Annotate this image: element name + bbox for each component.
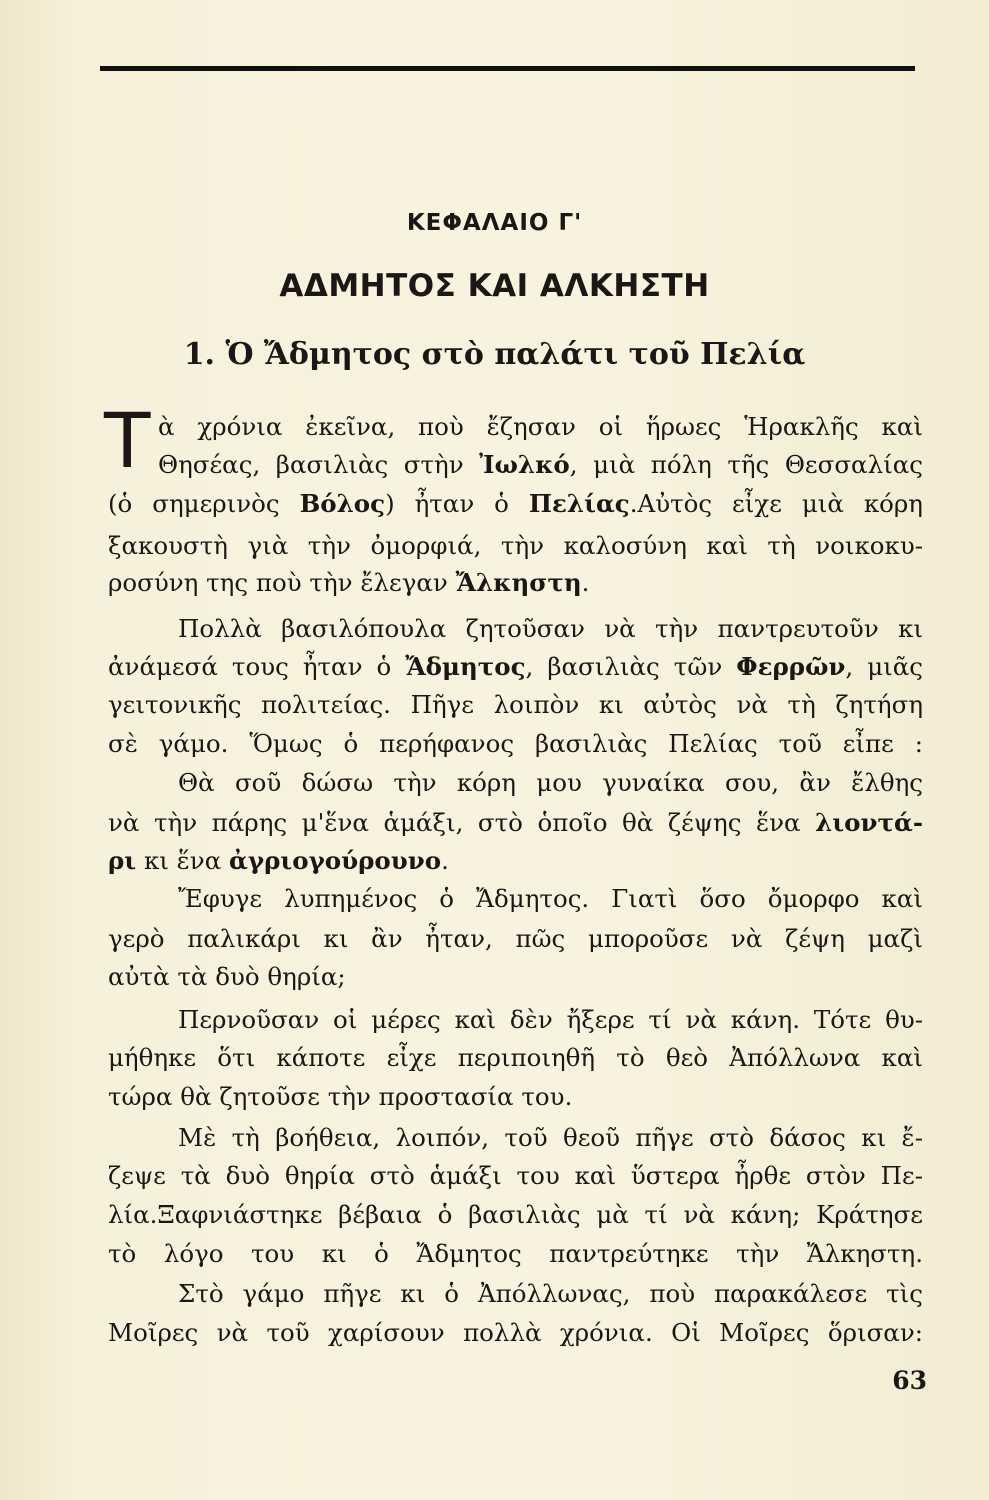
text-line: ἀνάμεσά τους ἦταν ὁ Ἄδμητος, βασιλιὰς τῶν Φερρῶν, μιᾶς — [108, 652, 924, 681]
text-line: Θησέας, βασιλιὰς στὴν Ἰωλκό, μιὰ πόλη τῆς Θεσσαλίας — [158, 450, 923, 479]
text-line: ξακουστὴ γιὰ τὴν ὀμορφιά, τὴν καλοσύνη καὶ τὴ νοικοκυ- — [108, 531, 923, 560]
text-line: νὰ τὴν πάρης μ'ἕνα ἁμάξι, στὸ ὁποῖο θὰ ζέψης ἕνα λιοντά- — [108, 808, 924, 837]
text-line: λία.Ξαφνιάστηκε βέβαια ὁ βασιλιὰς μὰ τί νὰ κάνη; Κράτησε — [108, 1200, 923, 1229]
text-line: γερὸ παλικάρι κι ἂν ἦταν, πῶς μποροῦσε νὰ ζέψη μαζὶ — [108, 924, 923, 953]
chapter-label: ΚΕΦΑΛΑΙΟ Γ' — [406, 210, 583, 236]
chapter-title: ΑΔΜΗΤΟΣ ΚΑΙ ΑΛΚΗΣΤΗ — [279, 268, 710, 304]
section-heading: 1. Ὁ Ἄδμητος στὸ παλάτι τοῦ Πελία — [183, 337, 806, 372]
text-line: Στὸ γάμο πῆγε κι ὁ Ἀπόλλωνας, ποὺ παρακάλεσε τὶς — [178, 1279, 923, 1308]
text-line: ροσύνη της ποὺ τὴν ἔλεγαν Ἄλκηστη. — [108, 568, 590, 597]
page-number: 63 — [892, 1366, 927, 1395]
drop-cap: Τ — [104, 396, 151, 485]
text-line: Περνοῦσαν οἱ μέρες καὶ δὲν ἤξερε τί νὰ κάνη. Τότε θυ- — [178, 1005, 923, 1034]
text-line: Θὰ σοῦ δώσω τὴν κόρη μου γυναίκα σου, ἂν ἔλθης — [178, 768, 923, 797]
text-line: ρι κι ἕνα ἀγριογούρουνο. — [108, 846, 449, 875]
text-line: ζεψε τὰ δυὸ θηρία στὸ ἁμάξι του καὶ ὕστερα ἦρθε στὸν Πε- — [108, 1161, 923, 1190]
top-rule — [100, 66, 915, 71]
text-line: γειτονικῆς πολιτείας. Πῆγε λοιπὸν κι αὐτὸς νὰ τὴ ζητήση — [108, 690, 923, 719]
text-line: Μὲ τὴ βοήθεια, λοιπόν, τοῦ θεοῦ πῆγε στὸ δάσος κι ἔ- — [178, 1123, 923, 1152]
text-line: τώρα θὰ ζητοῦσε τὴν προστασία του. — [108, 1082, 573, 1111]
text-line: σὲ γάμο. Ὅμως ὁ περήφανος βασιλιὰς Πελίας τοῦ εἶπε : — [108, 729, 923, 758]
text-line: μήθηκε ὅτι κάποτε εἶχε περιποιηθῆ τὸ θεὸ Ἀπόλλωνα καὶ — [108, 1043, 923, 1072]
text-line: ὰ χρόνια ἐκεῖνα, ποὺ ἔζησαν οἱ ἥρωες Ἡρακλῆς καὶ — [158, 412, 923, 441]
text-line: Πολλὰ βασιλόπουλα ζητοῦσαν νὰ τὴν παντρευτοῦν κι — [178, 614, 923, 643]
text-line: (ὁ σημερινὸς Βόλος) ἦταν ὁ Πελίας.Αὐτὸς εἶχε μιὰ κόρη — [108, 489, 923, 518]
text-line: Ἔφυγε λυπημένος ὁ Ἄδμητος. Γιατὶ ὅσο ὄμορφο καὶ — [178, 884, 923, 913]
text-line: Μοῖρες νὰ τοῦ χαρίσουν πολλὰ χρόνια. Οἱ Μοῖρες ὅρισαν: — [108, 1318, 923, 1347]
text-line: τὸ λόγο του κι ὁ Ἄδμητος παντρεύτηκε τὴν Ἄλκηστη. — [108, 1239, 923, 1268]
text-line: αὐτὰ τὰ δυὸ θηρία; — [108, 962, 346, 991]
